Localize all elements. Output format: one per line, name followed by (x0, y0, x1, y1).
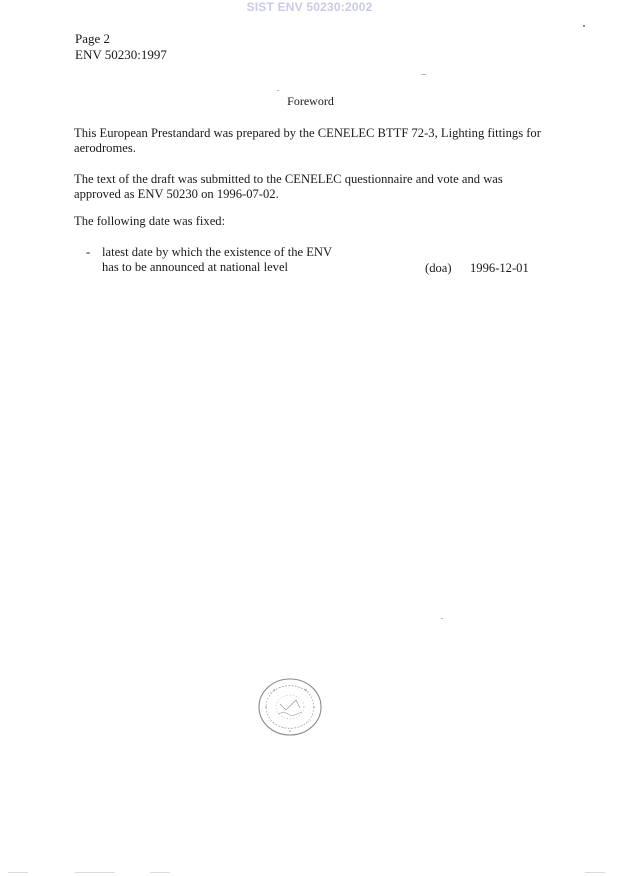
document-id: ENV 50230:1997 (75, 47, 167, 62)
watermark: SIST ENV 50230:2002 (246, 0, 373, 14)
foreword-heading: Foreword (287, 94, 334, 108)
page-number: Page 2 (75, 31, 111, 46)
paragraph-3: The following date was fixed: (74, 214, 226, 228)
list-item-line-1: latest date by which the existence of the ENV (102, 245, 333, 259)
doa-date: 1996-12-01 (470, 261, 529, 275)
page-header (75, 31, 167, 63)
list-dash: - (86, 245, 91, 259)
paragraph-2: The text of the draft was submitted to the CENELEC questionnaire and vote and was approved as ENV 50230 on 1996-07-02. (74, 172, 503, 201)
list-item-text (102, 245, 422, 275)
list-item-line-2: has to be announced at national level (102, 260, 289, 274)
section-title (0, 94, 619, 109)
doa-code: (doa) (425, 261, 452, 275)
stamp-seal-icon (256, 676, 324, 738)
paragraph-1: This European Prestandard was prepared by the CENELEC BTTF 72-3, Lighting fittings for aerodromes. (74, 126, 541, 155)
